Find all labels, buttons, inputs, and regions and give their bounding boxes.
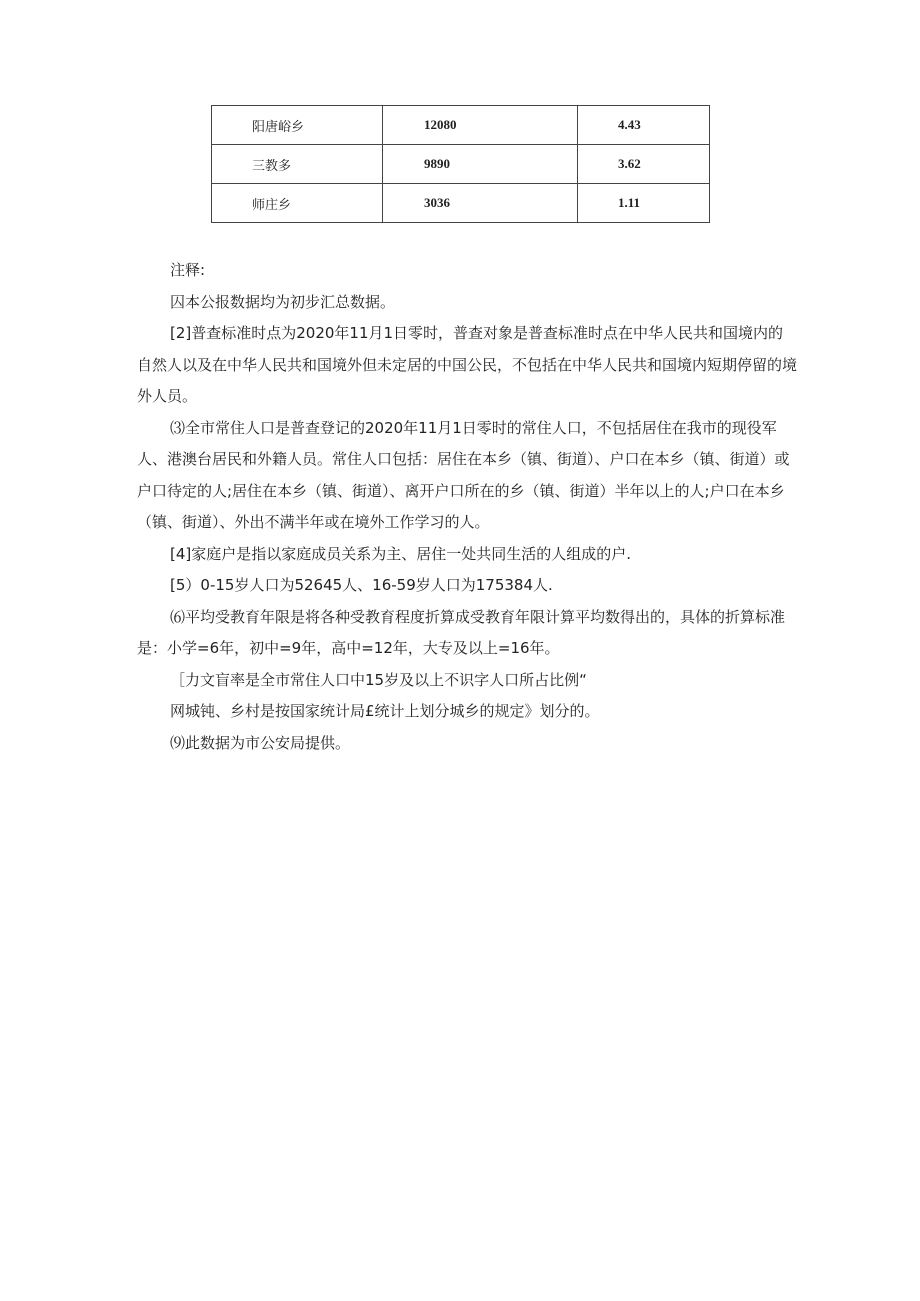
- population-table: [211, 105, 710, 223]
- note-item-2: [2]普查标准时点为2020年11月1日零时，普查对象是普查标准时点在中华人民共和国境内的自然人以及在中华人民共和国境外但未定居的中国公民，不包括在中华人民共和国境内短期停留的境外人员。: [137, 324, 798, 405]
- population-cell: 12080: [383, 106, 578, 145]
- percent-cell: 1.11: [578, 184, 710, 223]
- township-name-cell: 三教多: [212, 145, 383, 184]
- note-item-4: [4]家庭户是指以家庭成员关系为主、居住一处共同生活的人组成的户.: [170, 544, 632, 563]
- township-name-cell: 师庄乡: [212, 184, 383, 223]
- table-row: [212, 106, 710, 145]
- percent-cell: 3.62: [578, 145, 710, 184]
- note-item-8: 网城钝、乡村是按国家统计局£统计上划分城乡的规定》划分的。: [170, 702, 600, 720]
- population-cell: 3036: [383, 184, 578, 223]
- township-name-cell: 阳唐峪乡: [212, 106, 383, 145]
- notes-title: 注释:: [170, 261, 206, 279]
- note-item-6: ⑹平均受教育年限是将各种受教育程度折算成受教育年限计算平均数得出的，具体的折算标准是：小学=6年，初中=9年，高中=12年，大专及以上=16年。: [137, 607, 786, 657]
- notes-section: [137, 255, 797, 759]
- note-item-9: ⑼此数据为市公安局提供。: [170, 733, 351, 752]
- percent-cell: 4.43: [578, 106, 710, 145]
- population-cell: 9890: [383, 145, 578, 184]
- note-item-3: ⑶全市常住人口是普查登记的2020年11月1日零时的常住人口，不包括居住在我市的现役军人、港澳台居民和外籍人员。常住人口包括：居住在本乡（镇、街道）、户口在本乡（镇、街道）或户口待定的人;居住在本乡（镇、街道）、离开户口所在的乡（镇、街道）半年以上的人;户口在本乡（镇、街道）、外出不满半年或在境外工作学习的人。: [137, 418, 790, 531]
- table-row: [212, 145, 710, 184]
- note-item-5: [5）0-15岁人口为52645人、16-59岁人口为175384人.: [170, 576, 553, 594]
- note-item-7: ［力文盲率是全市常住人口中15岁及以上不识字人口所占比例“: [170, 670, 587, 689]
- note-item-1: 囚本公报数据均为初步汇总数据。: [170, 292, 396, 311]
- table-row: [212, 184, 710, 223]
